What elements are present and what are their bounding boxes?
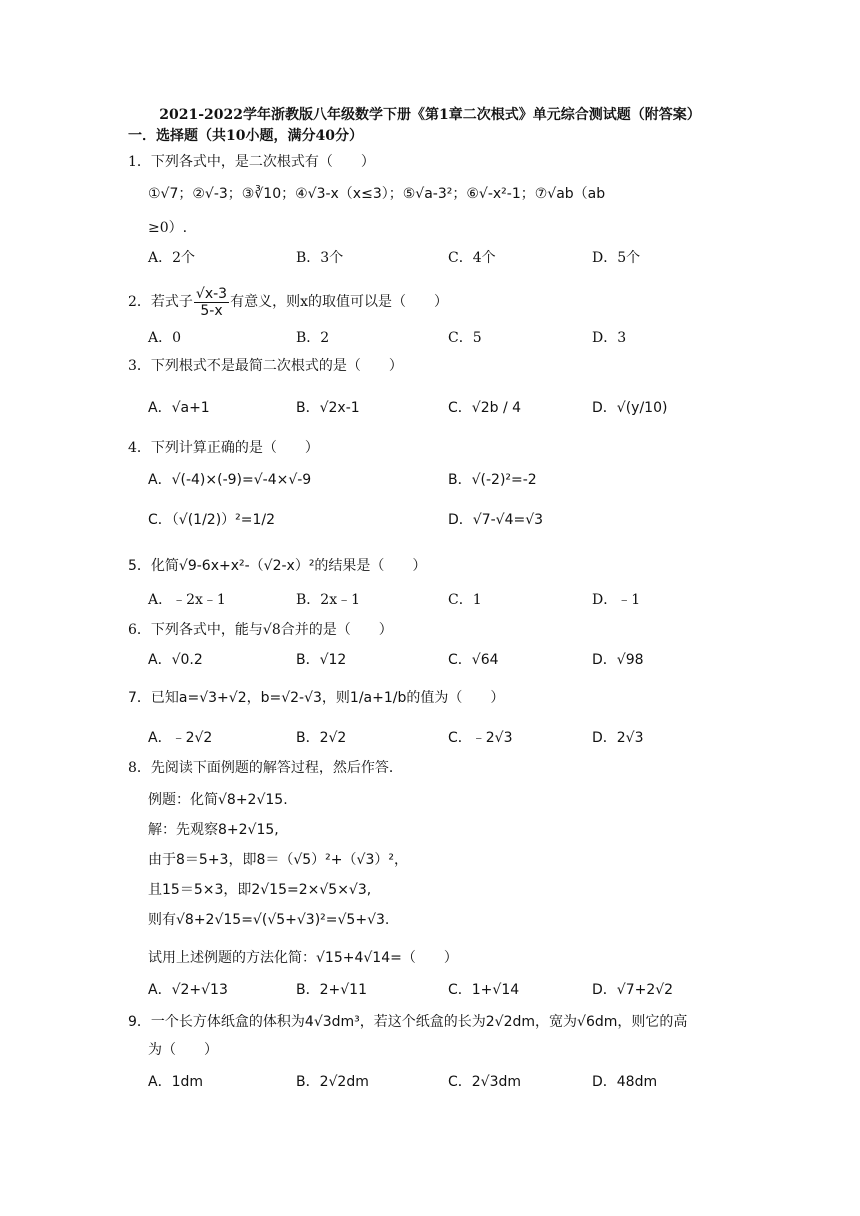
- question-7-option-d: D．2√3: [592, 730, 644, 746]
- question-3-stem: 3．下列根式不是最简二次根式的是（ ）: [128, 358, 403, 374]
- question-4-option-b: B．√(-2)²=-2: [448, 472, 537, 488]
- question-9-option-a: A．1dm: [148, 1074, 204, 1090]
- question-3-option-c: C．√2b / 4: [448, 400, 522, 416]
- question-9-stem: 9．一个长方体纸盒的体积为4√3dm³，若这个纸盒的长为2√2dm，宽为√6dm，则它的高: [128, 1014, 688, 1030]
- question-8-option-d: D．√7+2√2: [592, 982, 674, 998]
- question-8-task: 试用上述例题的方法化简：√15+4√14=（ ）: [148, 950, 458, 966]
- question-8-solution-2: 由于8＝5+3，即8＝（√5）²+（√3）²，: [148, 852, 408, 868]
- question-2-option-d: D．3: [592, 330, 627, 346]
- question-8-solution-4: 则有√8+2√15=√(√5+√3)²=√5+√3.: [148, 912, 390, 928]
- question-1-stem: 1．下列各式中，是二次根式有（ ）: [128, 154, 375, 170]
- question-5-option-b: B．2x﹣1: [296, 592, 360, 608]
- question-2-option-c: C．5: [448, 330, 482, 346]
- question-7-stem: 7．已知a=√3+√2，b=√2-√3，则1/a+1/b的值为（ ）: [128, 690, 505, 706]
- question-8-stem: 8．先阅读下面例题的解答过程，然后作答．: [128, 760, 403, 776]
- question-6-option-b: B．√12: [296, 652, 347, 668]
- question-4-option-a: A．√(-4)×(-9)=√-4×√-9: [148, 472, 312, 488]
- question-3-option-b: B．√2x-1: [296, 400, 360, 416]
- question-6-option-c: C．√64: [448, 652, 499, 668]
- question-2-prefix: 2．若式子: [128, 294, 193, 310]
- question-6-option-d: D．√98: [592, 652, 644, 668]
- question-9-option-b: B．2√2dm: [296, 1074, 369, 1090]
- question-1-option-a: A．2个: [148, 250, 196, 266]
- document-title: 2021-2022学年浙教版八年级数学下册《第1章二次根式》单元综合测试题（附答案）: [159, 107, 701, 123]
- question-2-denominator: 5-x: [200, 302, 223, 319]
- question-5-option-d: D．﹣1: [592, 592, 641, 608]
- question-2-option-a: A．0: [148, 330, 182, 346]
- question-7-option-b: B．2√2: [296, 730, 347, 746]
- question-9-option-d: D．48dm: [592, 1074, 658, 1090]
- question-5-option-c: C．1: [448, 592, 482, 608]
- question-1-condition: ≥0）.: [148, 220, 188, 236]
- question-8-option-b: B．2+√11: [296, 982, 367, 998]
- question-7-option-c: C．﹣2√3: [448, 730, 513, 746]
- question-3-option-a: A．√a+1: [148, 400, 210, 416]
- question-1-expressions: ①√7；②√-3；③∛10；④√3-x（x≤3）；⑤√a-3²；⑥√-x²-1；⑦√ab（ab: [148, 186, 606, 202]
- question-8-option-c: C．1+√14: [448, 982, 520, 998]
- question-4-option-c: C．（√(1/2)）²=1/2: [148, 512, 276, 528]
- section-heading: 一．选择题（共10小题，满分40分）: [128, 128, 363, 144]
- question-3-option-d: D．√(y/10): [592, 400, 668, 416]
- question-4-stem: 4．下列计算正确的是（ ）: [128, 440, 319, 456]
- question-4-option-d: D．√7-√4=√3: [448, 512, 544, 528]
- question-2-stem: [128, 282, 448, 322]
- question-2-fraction: [194, 286, 229, 319]
- question-5-option-a: A．﹣2x﹣1: [148, 592, 226, 608]
- question-6-option-a: A．√0.2: [148, 652, 203, 668]
- question-9-stem-continued: 为（ ）: [148, 1042, 218, 1058]
- question-1-option-b: B．3个: [296, 250, 344, 266]
- question-6-stem: 6．下列各式中，能与√8合并的是（ ）: [128, 622, 393, 638]
- question-1-option-c: C．4个: [448, 250, 496, 266]
- question-8-solution-1: 解：先观察8+2√15,: [148, 822, 279, 838]
- question-2-numerator: √x-3: [195, 285, 228, 302]
- question-2-suffix: 有意义，则x的取值可以是（ ）: [230, 294, 448, 310]
- question-8-solution-3: 且15＝5×3，即2√15=2×√5×√3,: [148, 882, 372, 898]
- question-8-option-a: A．√2+√13: [148, 982, 228, 998]
- question-7-option-a: A．﹣2√2: [148, 730, 213, 746]
- question-2-option-b: B．2: [296, 330, 330, 346]
- question-5-stem: 5．化简√9-6x+x²-（√2-x）²的结果是（ ）: [128, 558, 427, 574]
- question-9-option-c: C．2√3dm: [448, 1074, 522, 1090]
- question-8-example: 例题：化简√8+2√15.: [148, 792, 288, 808]
- question-1-option-d: D．5个: [592, 250, 641, 266]
